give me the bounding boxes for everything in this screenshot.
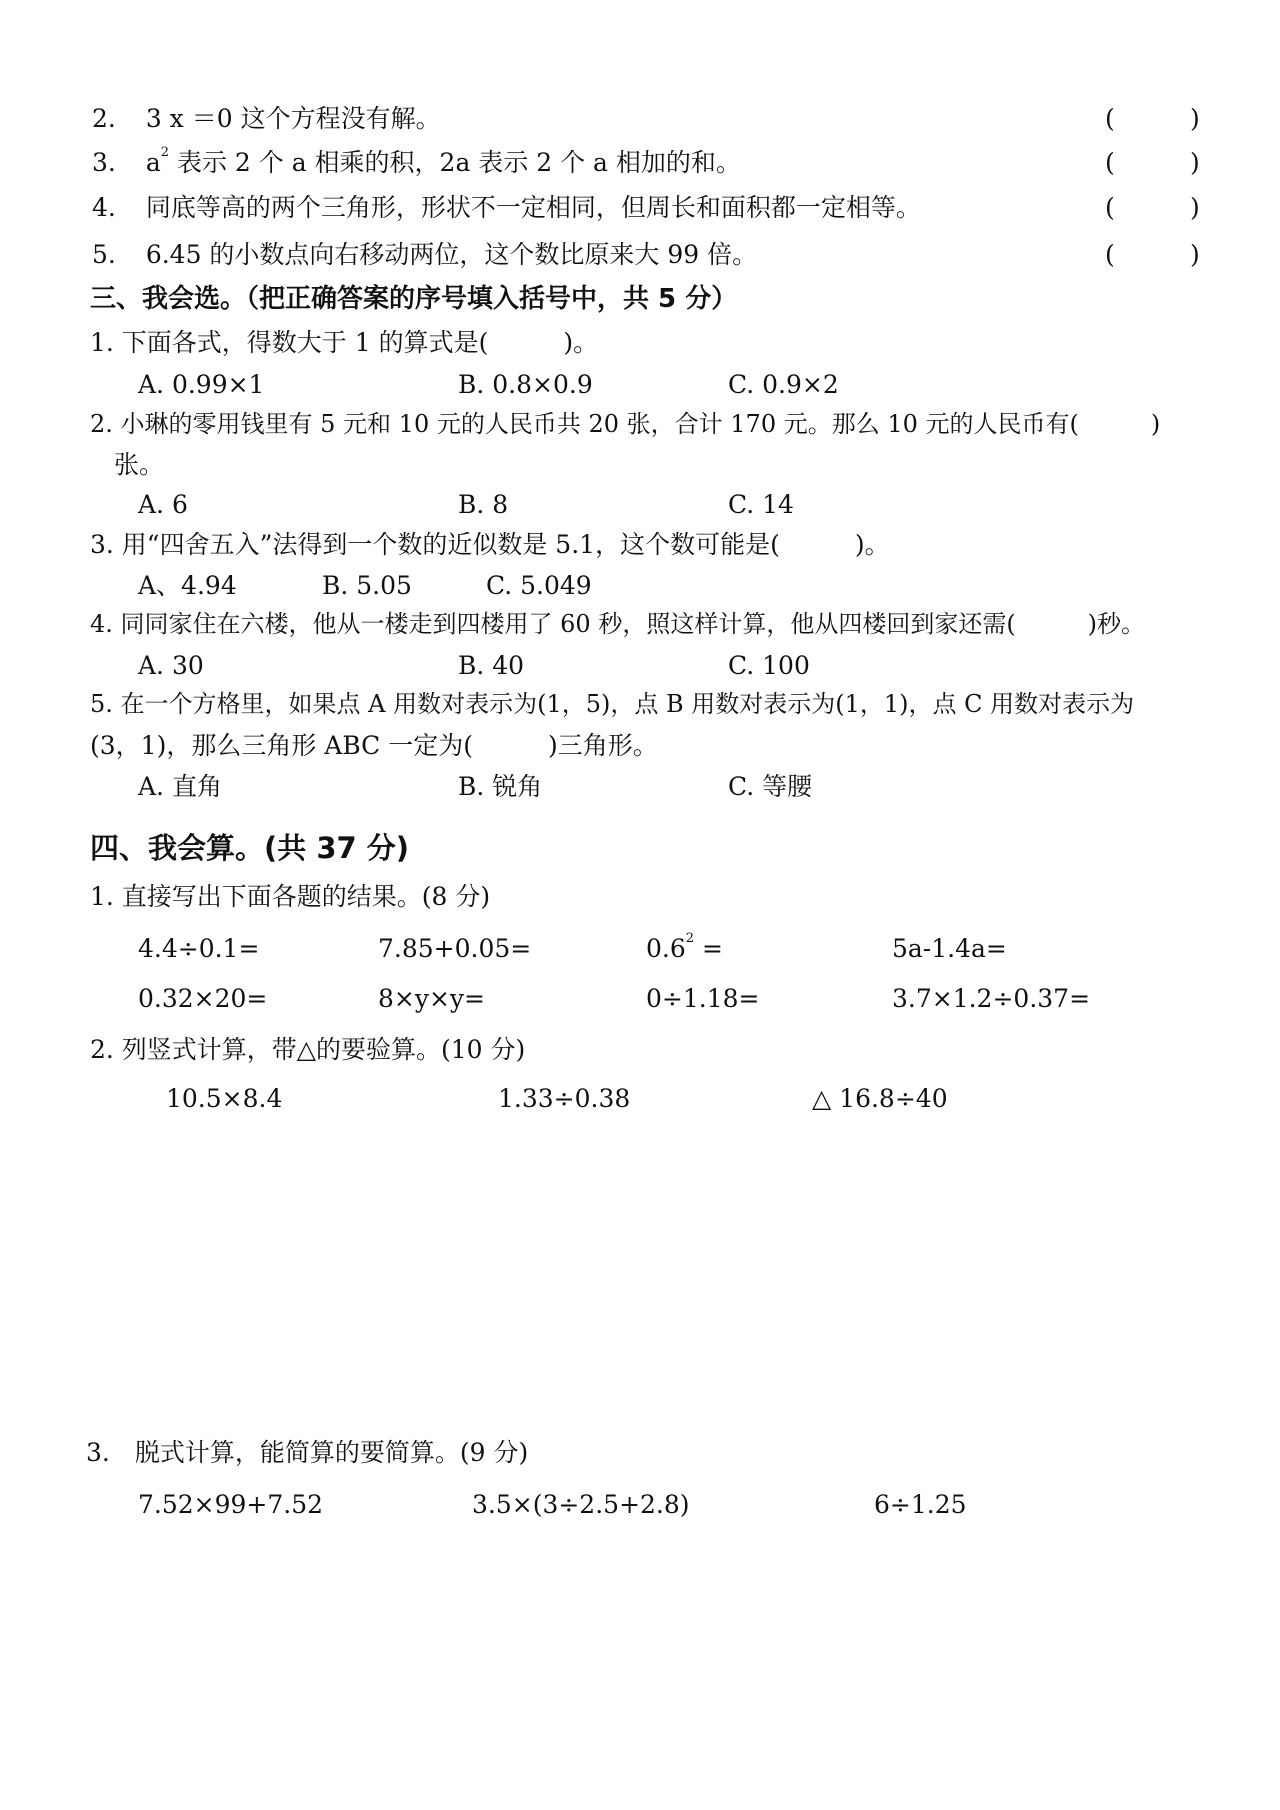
option-c[interactable]: C. 100 (728, 651, 810, 680)
question-5-continuation: (3，1)，那么三角形 ABC 一定为( )三角形。 (90, 731, 658, 760)
judge-item-number: 5. (92, 240, 116, 269)
stepwise-calc-item: 6÷1.25 (874, 1490, 967, 1519)
calc-question-3-title: 3. 脱式计算，能简算的要简算。(9 分) (86, 1438, 529, 1467)
choice-question-5: 5. 在一个方格里，如果点 A 用数对表示为(1，5)，点 B 用数对表示为(1，1)，点 C 用数对表示为 (90, 690, 1135, 718)
vertical-calc-item-verify: △ 16.8÷40 (812, 1084, 948, 1113)
paren-open: ( (1105, 104, 1115, 133)
paren-close: ) (1190, 240, 1200, 269)
choice-question-3: 3. 用“四舍五入”法得到一个数的近似数是 5.1，这个数可能是( )。 (90, 530, 890, 559)
calc-question-1-title: 1. 直接写出下面各题的结果。(8 分) (90, 882, 491, 911)
option-a[interactable]: A. 0.99×1 (138, 370, 265, 399)
section-4-title: 四、我会算。(共 37 分) (90, 831, 410, 865)
option-c[interactable]: C. 14 (728, 490, 794, 519)
exponent: 2 (160, 145, 169, 160)
option-c[interactable]: C. 等腰 (728, 772, 813, 801)
paren-open: ( (1105, 240, 1115, 269)
option-b[interactable]: B. 40 (458, 651, 525, 680)
option-a[interactable]: A. 6 (138, 490, 188, 519)
option-a[interactable]: A、4.94 (138, 571, 237, 600)
judge-item-text: 6.45 的小数点向右移动两位，这个数比原来大 99 倍。 (145, 240, 758, 269)
choice-question-1: 1. 下面各式，得数大于 1 的算式是( )。 (90, 328, 599, 357)
paren-open: ( (1105, 193, 1115, 222)
vertical-calc-item: 10.5×8.4 (166, 1084, 283, 1113)
option-b[interactable]: B. 锐角 (458, 772, 543, 801)
base: 0.6 (646, 934, 686, 963)
option-b[interactable]: B. 8 (458, 490, 509, 519)
calc-item: 8×y×y= (378, 984, 485, 1013)
judge-item-number: 3. (92, 148, 116, 177)
judge-item-3 (92, 145, 741, 177)
paren-open: ( (1105, 148, 1115, 177)
judge-item-5 (92, 242, 757, 267)
stepwise-calc-item: 3.5×(3÷2.5+2.8) (472, 1490, 690, 1519)
calc-item: 0.32×20= (138, 984, 268, 1013)
judge-item-2 (92, 106, 441, 131)
calc-question-2-title: 2. 列竖式计算，带△的要验算。(10 分) (90, 1035, 526, 1064)
judge-item-text: 3 x ＝0 这个方程没有解。 (145, 104, 441, 133)
calc-item: 7.85+0.05= (378, 934, 532, 963)
option-b[interactable]: B. 5.05 (322, 571, 412, 600)
calc-item-square (646, 931, 723, 963)
judge-item-text: 同底等高的两个三角形，形状不一定相同，但周长和面积都一定相等。 (145, 193, 921, 222)
paren-close: ) (1190, 193, 1200, 222)
option-a[interactable]: A. 直角 (138, 772, 222, 801)
choice-question-2: 2. 小琳的零用钱里有 5 元和 10 元的人民币共 20 张，合计 170 元。那么 10 元的人民币有( ) (90, 410, 1161, 438)
stepwise-calc-item: 7.52×99+7.52 (138, 1490, 324, 1519)
judge-item-4 (92, 195, 921, 220)
option-a[interactable]: A. 30 (138, 651, 204, 680)
equals: = (694, 934, 723, 963)
calc-item: 0÷1.18= (646, 984, 760, 1013)
option-c[interactable]: C. 0.9×2 (728, 370, 839, 399)
option-b[interactable]: B. 0.8×0.9 (458, 370, 593, 399)
calc-item: 4.4÷0.1= (138, 934, 260, 963)
calc-item: 5a-1.4a= (892, 934, 1007, 963)
option-c[interactable]: C. 5.049 (486, 571, 592, 600)
paren-close: ) (1190, 104, 1200, 133)
vertical-calc-item: 1.33÷0.38 (498, 1084, 631, 1113)
variable-a: a (145, 148, 161, 177)
judge-item-number: 2. (92, 104, 116, 133)
judge-item-number: 4. (92, 193, 116, 222)
exponent: 2 (685, 931, 695, 946)
judge-item-text: 表示 2 个 a 相乘的积，2a 表示 2 个 a 相加的和。 (169, 148, 741, 177)
paren-close: ) (1190, 148, 1200, 177)
section-3-title: 三、我会选。（把正确答案的序号填入括号中，共 5 分） (90, 284, 738, 314)
question-2-continuation: 张。 (114, 450, 165, 479)
calc-item: 3.7×1.2÷0.37= (892, 984, 1091, 1013)
choice-question-4: 4. 同同家住在六楼，他从一楼走到四楼用了 60 秒，照这样计算，他从四楼回到家还需( )秒。 (90, 610, 1146, 638)
